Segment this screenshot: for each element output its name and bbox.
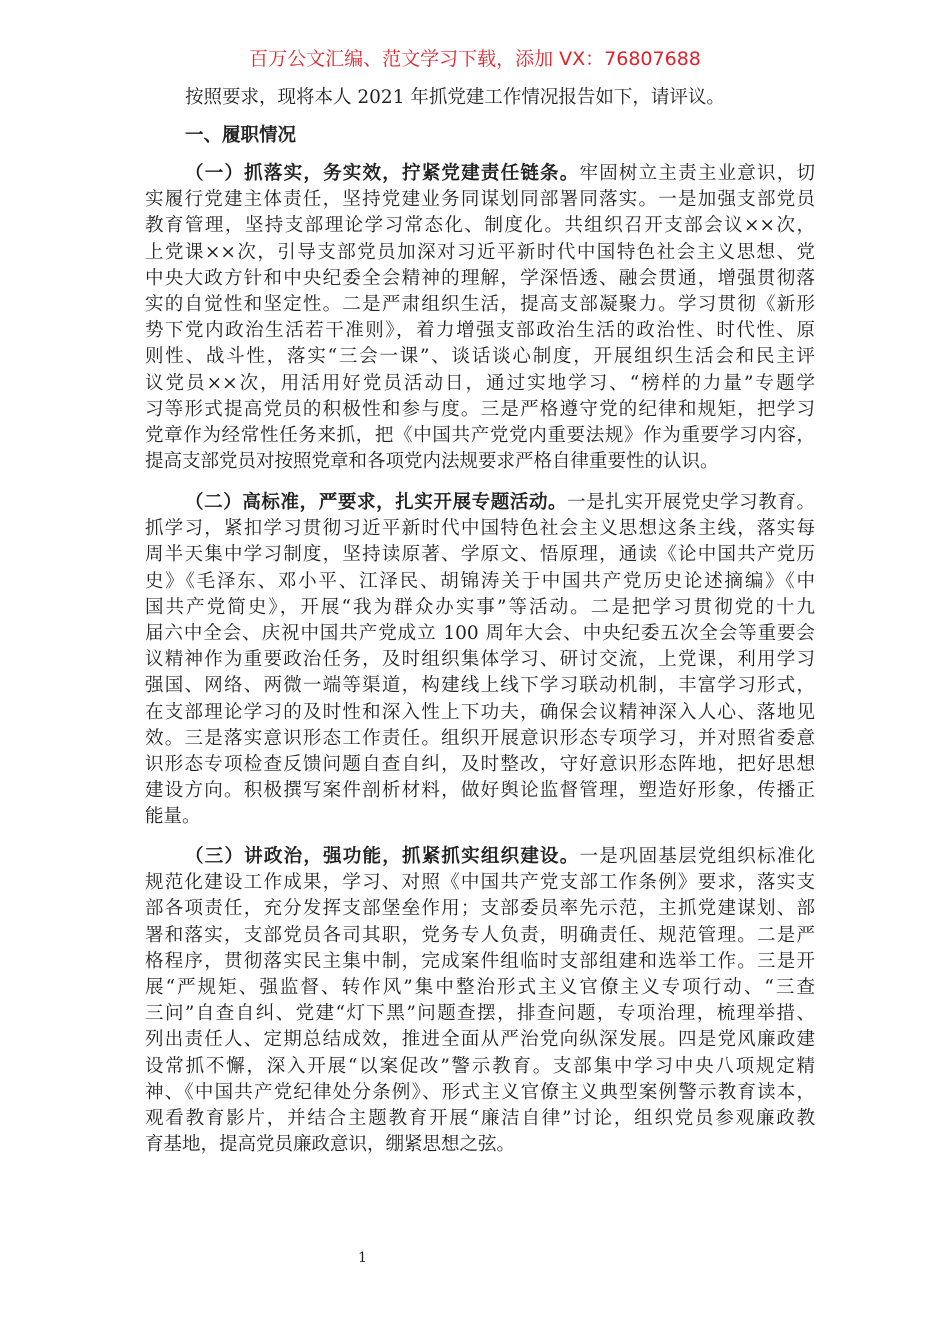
- intro-text: 按照要求，现将本人 2021 年抓党建工作情况报告如下，请评议。: [185, 87, 725, 108]
- watermark-banner: 百万公文汇编、范文学习下载，添加 VX：76807688: [249, 48, 701, 70]
- paragraph-line: 列出责任人、定期总结成效，推进全面从严治党向纵深发展。四是党风廉政建: [145, 1029, 815, 1051]
- paragraph-line: 观看教育影片，并结合主题教育开展“廉洁自律”讨论，组织党员参观廉政教: [145, 1107, 815, 1129]
- paragraph-lead: （一）抓落实，务实效，拧紧党建责任链条。: [185, 163, 580, 184]
- paragraph-line: [145, 161, 815, 187]
- paragraph-text: 牢固树立主责主业意识，切: [579, 163, 815, 184]
- paragraph-line: 展“严规矩、强监督、转作风”集中整治形式主义官僚主义专项行动、“三查: [145, 976, 815, 998]
- paragraph-3: [145, 844, 815, 1158]
- paragraph-2: [145, 490, 815, 830]
- paragraph-line: 提高支部党员对按照党章和各项党内法规要求严格自律重要性的认识。: [145, 451, 719, 473]
- paragraph-line: 教育管理，坚持支部理论学习常态化、制度化。共组织召开支部会议××次，: [145, 215, 815, 237]
- paragraph-line: 实履行党建主体责任，坚持党建业务同谋划同部署同落实。一是加强支部党员: [145, 189, 815, 211]
- paragraph-line: 抓学习，紧扣学习贯彻习近平新时代中国特色社会主义思想这条主线，落实每: [145, 518, 815, 540]
- paragraph-line: 能量。: [145, 806, 201, 828]
- paragraph-line: 势下党内政治生活若干准则》，着力增强支部政治生活的政治性、时代性、原: [145, 320, 815, 342]
- paragraph-line: 部各项责任，充分发挥支部堡垒作用；支部委员率先示范，主抓党建谋划、部: [145, 898, 815, 920]
- paragraph-line: 署和落实，支部党员各司其职，党务专人负责，明确责任、规范管理。二是严: [145, 924, 815, 946]
- paragraph-line: 习等形式提高党员的积极性和参与度。三是严格遵守党的纪律和规矩，把学习: [145, 398, 815, 420]
- paragraph-line: 中央大政方针和中央纪委全会精神的理解，学深悟透、融会贯通，增强贯彻落: [145, 267, 815, 289]
- paragraph-line: 规范化建设工作成果，学习、对照《中国共产党支部工作条例》要求，落实支: [145, 872, 815, 894]
- paragraph-line: [145, 844, 815, 870]
- paragraph-lead: （三）讲政治，强功能，抓紧抓实组织建设。: [185, 846, 580, 867]
- paragraph-line: 三问”自查自纠、党建“灯下黑”问题查摆，排查问题，专项治理，梳理举措、: [145, 1003, 815, 1025]
- page-number: 1: [358, 1250, 367, 1266]
- paragraph-text: 一是巩固基层党组织标准化: [579, 846, 815, 867]
- paragraph-line: 议党员××次，用活用好党员活动日，通过实地学习、“榜样的力量”专题学: [145, 372, 815, 394]
- section-heading: [145, 123, 815, 149]
- paragraph-1: [145, 161, 815, 475]
- paragraph-line: 上党课××次，引导支部党员加深对习近平新时代中国特色社会主义思想、党: [145, 241, 815, 263]
- paragraph-line: 实的自觉性和坚定性。二是严肃组织生活，提高支部凝聚力。学习贯彻《新形: [145, 293, 815, 315]
- paragraph-line: [145, 490, 815, 516]
- paragraph-line: 议精神作为重要政治任务，及时组织集体学习、研讨交流，上党课，利用学习: [145, 649, 815, 671]
- paragraph-line: 强国、网络、两微一端等渠道，构建线上线下学习联动机制，丰富学习形式，: [145, 675, 815, 697]
- paragraph-line: 党章作为经常性任务来抓，把《中国共产党党内重要法规》作为重要学习内容，: [145, 424, 815, 446]
- paragraph-line: 在支部理论学习的及时性和深入性上下功夫，确保会议精神深入人心、落地见: [145, 701, 815, 723]
- paragraph-text: 一是扎实开展党史学习教育。: [567, 492, 815, 513]
- paragraph-line: 周半天集中学习制度，坚持读原著、学原文、悟原理，通读《论中国共产党历: [145, 544, 815, 566]
- paragraph-line: 则性、战斗性，落实“三会一课”、谈话谈心制度，开展组织生活会和民主评: [145, 346, 815, 368]
- paragraph-line: 建设方向。积极撰写案件剖析材料，做好舆论监督管理，塑造好形象，传播正: [145, 780, 815, 802]
- intro-paragraph: [145, 85, 815, 111]
- paragraph-line: 育基地，提高党员廉政意识，绷紧思想之弦。: [145, 1134, 516, 1156]
- paragraph-line: 设常抓不懈，深入开展“以案促改”警示教育。支部集中学习中央八项规定精: [145, 1055, 815, 1077]
- paragraph-line: 届六中全会、庆祝中国共产党成立 100 周年大会、中央纪委五次全会等重要会: [145, 622, 815, 644]
- paragraph-line: 效。三是落实意识形态工作责任。组织开展意识形态专项学习，并对照省委意: [145, 727, 815, 749]
- paragraph-line: 史》《毛泽东、邓小平、江泽民、胡锦涛关于中国共产党历史论述摘编》《中: [145, 570, 815, 592]
- paragraph-line: 格程序，贯彻落实民主集中制，完成案件组临时支部组建和选举工作。三是开: [145, 950, 815, 972]
- heading-text: 一、履职情况: [185, 125, 297, 146]
- paragraph-line: 国共产党简史》，开展“我为群众办实事”等活动。二是把学习贯彻党的十九: [145, 596, 815, 618]
- paragraph-line: 神、《中国共产党纪律处分条例》、形式主义官僚主义典型案例警示教育读本，: [145, 1081, 815, 1103]
- paragraph-lead: （二）高标准，严要求，扎实开展专题活动。: [185, 492, 568, 513]
- paragraph-line: 识形态专项检查反馈问题自查自纠，及时整改，守好意识形态阵地，把好思想: [145, 753, 815, 775]
